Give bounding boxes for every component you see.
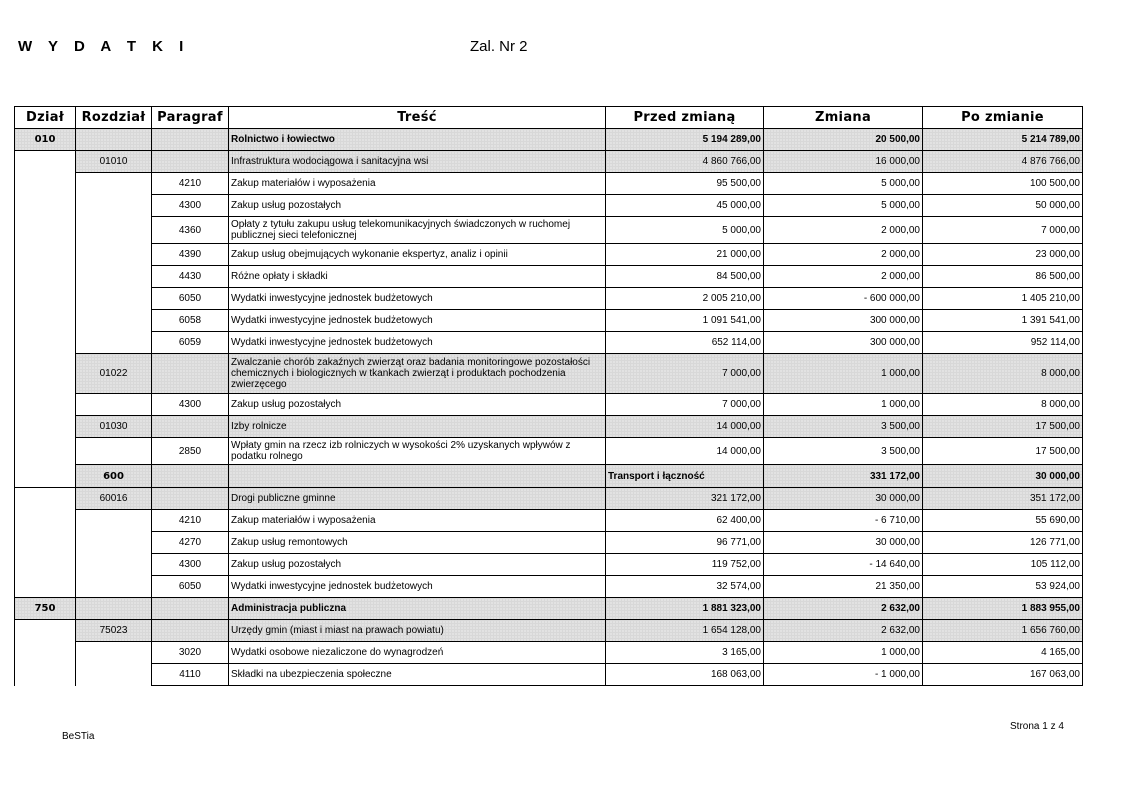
cell-dzial: 010 — [15, 129, 76, 151]
cell-przed: 5 194 289,00 — [606, 129, 764, 151]
cell-przed: 32 574,00 — [606, 576, 764, 598]
cell-paragraf — [152, 151, 229, 173]
table-row — [15, 195, 1083, 217]
cell-zmiana: 20 500,00 — [764, 129, 923, 151]
table-row-rozdzial — [15, 416, 1083, 438]
document-title: W Y D A T K I — [18, 38, 190, 55]
table-row — [15, 438, 1083, 465]
expenses-table — [14, 106, 1083, 686]
cell-tresc: Drogi publiczne gminne — [229, 488, 606, 510]
cell-dzial-span — [15, 620, 76, 686]
cell-przed: 14 000,00 — [606, 416, 764, 438]
table-row-rozdzial — [15, 488, 1083, 510]
cell-po: 8 000,00 — [923, 394, 1083, 416]
cell-tresc: Składki na ubezpieczenia społeczne — [229, 664, 606, 686]
table-row — [15, 217, 1083, 244]
table-row — [15, 332, 1083, 354]
cell-tresc: Wydatki osobowe niezaliczone do wynagrodzeń — [229, 642, 606, 664]
cell-po: 1 883 955,00 — [923, 598, 1083, 620]
cell-paragraf: 6050 — [152, 288, 229, 310]
table-row-dzial — [15, 465, 1083, 488]
table-row — [15, 554, 1083, 576]
table-row — [15, 510, 1083, 532]
cell-przed: 168 063,00 — [606, 664, 764, 686]
cell-paragraf: 3020 — [152, 642, 229, 664]
cell-zmiana: 16 000,00 — [764, 151, 923, 173]
cell-paragraf: 4430 — [152, 266, 229, 288]
cell-zmiana: 2 632,00 — [764, 598, 923, 620]
cell-zmiana: 21 350,00 — [764, 576, 923, 598]
cell-przed: 7 000,00 — [606, 354, 764, 394]
cell-tresc: Opłaty z tytułu zakupu usług telekomunikacyjnych świadczonych w ruchomej publicznej sieci telefonicznej — [229, 217, 606, 244]
cell-zmiana: 5 000,00 — [764, 195, 923, 217]
column-header-dzial: Dział — [15, 107, 76, 129]
cell-po: 50 000,00 — [923, 195, 1083, 217]
cell-tresc: Różne opłaty i składki — [229, 266, 606, 288]
cell-przed: 1 091 541,00 — [606, 310, 764, 332]
cell-rozdzial — [152, 465, 229, 488]
cell-paragraf — [152, 129, 229, 151]
table-row — [15, 266, 1083, 288]
cell-tresc: Urzędy gmin (miast i miast na prawach powiatu) — [229, 620, 606, 642]
cell-rozdzial — [76, 129, 152, 151]
cell-paragraf — [152, 354, 229, 394]
cell-zmiana: 2 000,00 — [764, 217, 923, 244]
attachment-number: Zal. Nr 2 — [470, 38, 528, 55]
column-header-zmiana: Zmiana — [764, 107, 923, 129]
cell-po: 952 114,00 — [923, 332, 1083, 354]
cell-tresc: Zakup usług pozostałych — [229, 394, 606, 416]
cell-paragraf: 4390 — [152, 244, 229, 266]
cell-przed: 321 172,00 — [606, 488, 764, 510]
table-row — [15, 288, 1083, 310]
cell-rozdzial-span — [76, 642, 152, 686]
cell-przed: 5 000,00 — [606, 217, 764, 244]
cell-paragraf — [229, 465, 606, 488]
cell-po: 100 500,00 — [923, 173, 1083, 195]
cell-przed: 21 000,00 — [606, 244, 764, 266]
cell-po: 1 656 760,00 — [923, 620, 1083, 642]
cell-zmiana: 2 000,00 — [764, 244, 923, 266]
cell-tresc: Zakup usług remontowych — [229, 532, 606, 554]
cell-przed: 2 005 210,00 — [606, 288, 764, 310]
cell-po: 23 000,00 — [923, 244, 1083, 266]
cell-tresc: Administracja publiczna — [229, 598, 606, 620]
cell-rozdzial: 01010 — [76, 151, 152, 173]
cell-zmiana: - 1 000,00 — [764, 664, 923, 686]
table-row — [15, 173, 1083, 195]
cell-rozdzial-span — [76, 510, 152, 598]
table-row-dzial — [15, 129, 1083, 151]
cell-zmiana: 30 000,00 — [923, 465, 1083, 488]
cell-paragraf — [152, 416, 229, 438]
cell-zmiana: - 600 000,00 — [764, 288, 923, 310]
cell-paragraf: 6058 — [152, 310, 229, 332]
cell-po: 126 771,00 — [923, 532, 1083, 554]
cell-rozdzial: 75023 — [76, 620, 152, 642]
cell-po: 167 063,00 — [923, 664, 1083, 686]
cell-przed: 3 165,00 — [606, 642, 764, 664]
cell-po: 5 214 789,00 — [923, 129, 1083, 151]
cell-przed: 62 400,00 — [606, 510, 764, 532]
cell-po: 86 500,00 — [923, 266, 1083, 288]
cell-tresc: Wydatki inwestycyjne jednostek budżetowych — [229, 288, 606, 310]
cell-paragraf: 4300 — [152, 195, 229, 217]
cell-po: 105 112,00 — [923, 554, 1083, 576]
cell-po: 4 165,00 — [923, 642, 1083, 664]
cell-po: 7 000,00 — [923, 217, 1083, 244]
column-header-paragraf: Paragraf — [152, 107, 229, 129]
cell-rozdzial: 01022 — [76, 354, 152, 394]
cell-tresc: Infrastruktura wodociągowa i sanitacyjna wsi — [229, 151, 606, 173]
cell-zmiana: 2 000,00 — [764, 266, 923, 288]
column-header-tresc: Treść — [229, 107, 606, 129]
table-row — [15, 576, 1083, 598]
cell-zmiana: 30 000,00 — [764, 532, 923, 554]
cell-po: 53 924,00 — [923, 576, 1083, 598]
column-header-rozdzial: Rozdział — [76, 107, 152, 129]
table-row — [15, 394, 1083, 416]
cell-rozdzial: 60016 — [76, 488, 152, 510]
cell-paragraf: 4110 — [152, 664, 229, 686]
cell-tresc: Transport i łączność — [606, 465, 764, 488]
cell-po: 1 405 210,00 — [923, 288, 1083, 310]
cell-paragraf: 4210 — [152, 173, 229, 195]
cell-zmiana: 3 500,00 — [764, 438, 923, 465]
cell-tresc: Wydatki inwestycyjne jednostek budżetowych — [229, 576, 606, 598]
cell-rozdzial: 01030 — [76, 416, 152, 438]
cell-tresc: Wydatki inwestycyjne jednostek budżetowych — [229, 332, 606, 354]
table-row-dzial — [15, 598, 1083, 620]
cell-tresc: Rolnictwo i łowiectwo — [229, 129, 606, 151]
cell-zmiana: 300 000,00 — [764, 310, 923, 332]
cell-rozdzial-span — [76, 173, 152, 354]
cell-tresc: Zakup usług obejmujących wykonanie ekspertyz, analiz i opinii — [229, 244, 606, 266]
cell-dzial-span — [15, 488, 76, 598]
cell-przed: 4 860 766,00 — [606, 151, 764, 173]
cell-zmiana: 2 632,00 — [764, 620, 923, 642]
cell-paragraf: 4300 — [152, 394, 229, 416]
cell-po: 8 000,00 — [923, 354, 1083, 394]
cell-tresc: Zakup materiałów i wyposażenia — [229, 173, 606, 195]
cell-po: 4 876 766,00 — [923, 151, 1083, 173]
cell-rozdzial — [76, 598, 152, 620]
cell-rozdzial-span — [76, 394, 152, 416]
cell-po: 17 500,00 — [923, 438, 1083, 465]
cell-tresc: Zakup usług pozostałych — [229, 554, 606, 576]
cell-paragraf: 4300 — [152, 554, 229, 576]
cell-paragraf: 6059 — [152, 332, 229, 354]
cell-przed: 84 500,00 — [606, 266, 764, 288]
cell-zmiana: 1 000,00 — [764, 354, 923, 394]
table-row-rozdzial — [15, 620, 1083, 642]
cell-przed: 1 881 323,00 — [606, 598, 764, 620]
table-header-row — [15, 107, 1083, 129]
cell-dzial: 600 — [76, 465, 152, 488]
cell-dzial-span — [15, 151, 76, 488]
cell-przed: 1 654 128,00 — [606, 620, 764, 642]
cell-przed: 7 000,00 — [606, 394, 764, 416]
cell-przed: 96 771,00 — [606, 532, 764, 554]
cell-przed: 45 000,00 — [606, 195, 764, 217]
cell-tresc: Zwalczanie chorób zakaźnych zwierząt oraz badania monitoringowe pozostałości chemicznych i biologicznych w tkankach zwierząt i produktach pochodzenia zwierzęcego — [229, 354, 606, 394]
cell-dzial: 750 — [15, 598, 76, 620]
column-header-po-zmianie: Po zmianie — [923, 107, 1083, 129]
cell-zmiana: 5 000,00 — [764, 173, 923, 195]
cell-przed: 95 500,00 — [606, 173, 764, 195]
cell-paragraf: 4270 — [152, 532, 229, 554]
table-row — [15, 244, 1083, 266]
cell-paragraf — [152, 620, 229, 642]
table-row — [15, 642, 1083, 664]
cell-paragraf: 4210 — [152, 510, 229, 532]
cell-paragraf — [152, 488, 229, 510]
table-row — [15, 664, 1083, 686]
cell-przed: 14 000,00 — [606, 438, 764, 465]
cell-zmiana: 30 000,00 — [764, 488, 923, 510]
table-row — [15, 310, 1083, 332]
cell-po: 17 500,00 — [923, 416, 1083, 438]
cell-tresc: Zakup usług pozostałych — [229, 195, 606, 217]
cell-paragraf: 2850 — [152, 438, 229, 465]
cell-tresc: Izby rolnicze — [229, 416, 606, 438]
cell-zmiana: - 14 640,00 — [764, 554, 923, 576]
cell-paragraf — [152, 598, 229, 620]
cell-po: 55 690,00 — [923, 510, 1083, 532]
cell-tresc: Wydatki inwestycyjne jednostek budżetowych — [229, 310, 606, 332]
cell-rozdzial-span — [76, 438, 152, 465]
table-row-rozdzial — [15, 151, 1083, 173]
cell-zmiana: 3 500,00 — [764, 416, 923, 438]
cell-przed: 331 172,00 — [764, 465, 923, 488]
footer-page-number: Strona 1 z 4 — [1010, 721, 1064, 732]
cell-paragraf: 6050 — [152, 576, 229, 598]
cell-przed: 652 114,00 — [606, 332, 764, 354]
cell-po: 351 172,00 — [923, 488, 1083, 510]
footer-author: BeSTia — [62, 731, 95, 742]
cell-zmiana: 300 000,00 — [764, 332, 923, 354]
cell-po: 1 391 541,00 — [923, 310, 1083, 332]
cell-zmiana: - 6 710,00 — [764, 510, 923, 532]
table-row — [15, 532, 1083, 554]
cell-zmiana: 1 000,00 — [764, 394, 923, 416]
cell-przed: 119 752,00 — [606, 554, 764, 576]
cell-zmiana: 1 000,00 — [764, 642, 923, 664]
table-row-rozdzial — [15, 354, 1083, 394]
cell-paragraf: 4360 — [152, 217, 229, 244]
cell-tresc: Zakup materiałów i wyposażenia — [229, 510, 606, 532]
cell-tresc: Wpłaty gmin na rzecz izb rolniczych w wysokości 2% uzyskanych wpływów z podatku rolnego — [229, 438, 606, 465]
column-header-przed-zmiana: Przed zmianą — [606, 107, 764, 129]
